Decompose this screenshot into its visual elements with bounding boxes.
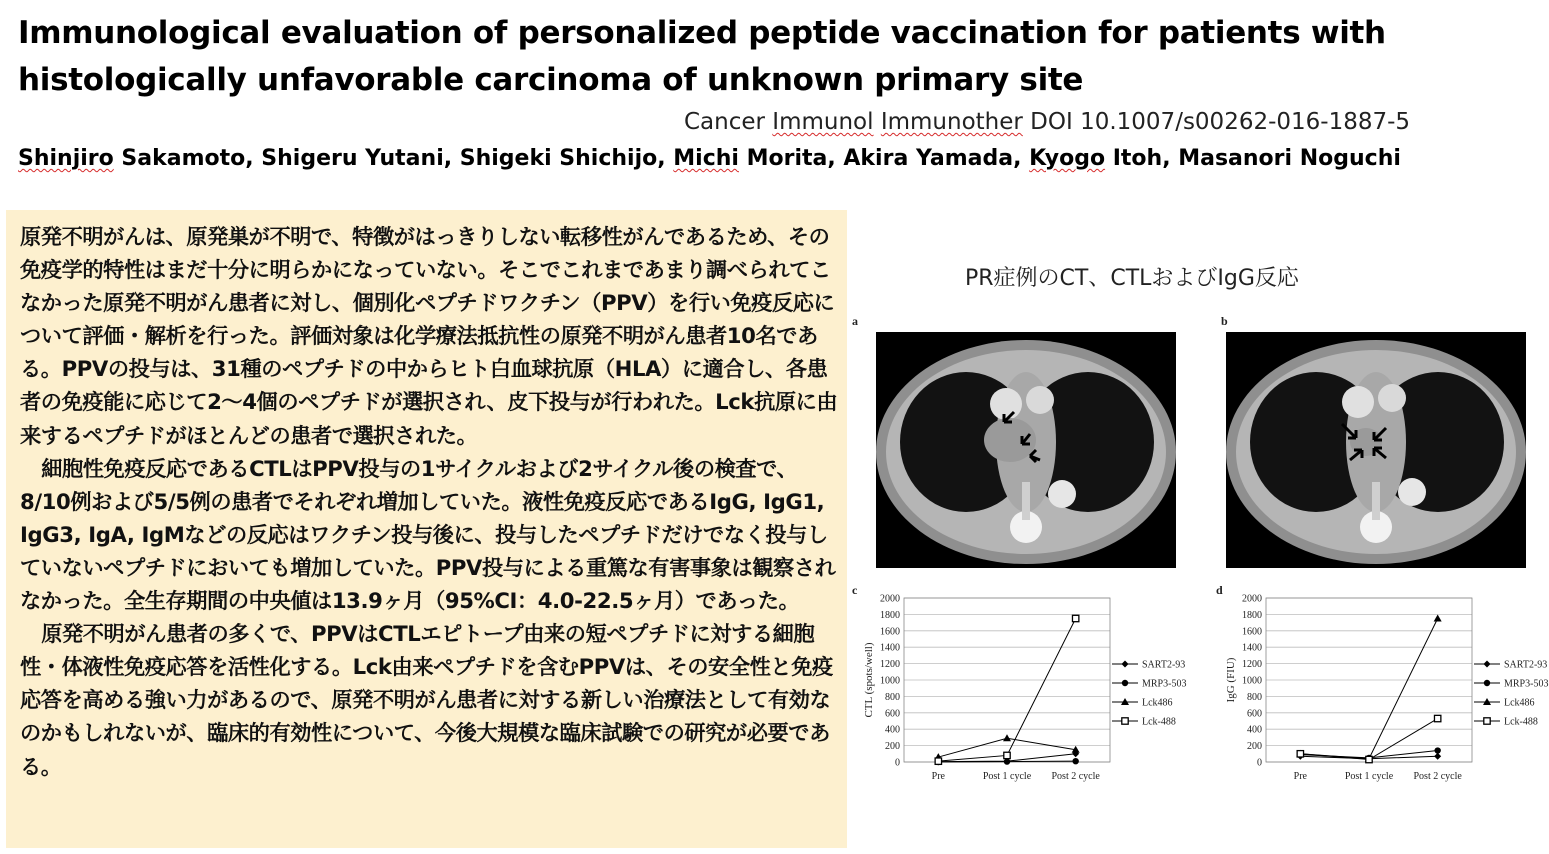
- data-point: [1122, 661, 1129, 668]
- author-last-name: Itoh,: [1105, 146, 1179, 171]
- title-line-1: Immunological evaluation of personalized peptide vaccination for patients with: [18, 15, 1386, 51]
- y-tick-label: 1600: [880, 626, 900, 638]
- y-axis-label: IgG (FIU): [1225, 657, 1237, 703]
- author-last-name: Yamada,: [908, 146, 1030, 171]
- legend-label: SART2-93: [1142, 659, 1186, 671]
- y-tick-label: 800: [885, 691, 900, 703]
- series-line: [1300, 619, 1437, 759]
- y-tick-label: 0: [895, 757, 900, 769]
- y-tick-label: 600: [885, 708, 900, 720]
- data-point: [1004, 758, 1010, 764]
- figure-title: PR症例のCT、CTLおよびIgG反応: [965, 266, 1299, 291]
- x-tick-label: Post 1 cycle: [982, 771, 1032, 782]
- x-tick-label: Pre: [931, 771, 946, 782]
- y-tick-label: 1200: [880, 659, 900, 671]
- y-tick-label: 1400: [880, 642, 900, 654]
- y-tick-label: 200: [1247, 741, 1262, 753]
- ctl-chart: [850, 582, 1200, 788]
- data-point: [1122, 680, 1128, 686]
- ct-scan-a: [876, 332, 1176, 568]
- legend-label: MRP3-503: [1142, 678, 1187, 690]
- author-first-name: Shinjiro: [18, 146, 114, 171]
- x-tick-label: Post 2 cycle: [1413, 771, 1462, 782]
- journal-name-2: Immunol: [772, 109, 874, 135]
- title-line-2: histologically unfavorable carcinoma of unknown primary site: [18, 62, 1084, 98]
- author-last-name: Yutani,: [357, 146, 460, 171]
- y-tick-label: 2000: [1242, 593, 1262, 605]
- panel-label: c: [852, 583, 858, 597]
- author-first-name: Akira: [843, 146, 909, 171]
- journal-name-1: Cancer: [684, 109, 765, 135]
- author-last-name: Sakamoto,: [113, 146, 262, 171]
- igg-chart-svg: [1214, 582, 1549, 788]
- author-last-name: Shichijo,: [551, 146, 674, 171]
- data-point: [1122, 718, 1128, 724]
- panel-label-b: b: [1221, 314, 1228, 328]
- y-tick-label: 400: [885, 724, 900, 736]
- data-point: [1072, 615, 1078, 621]
- abstract-text: [20, 220, 839, 783]
- abstract-paragraph-1: 原発不明がんは、原発巣が不明で、特徴がはっきりしない転移性がんであるため、その免疫学的特性はまだ十分に明らかになっていない。そこでこれまであまり調べられてこなかった原発不明がん患者に対し、個別化ペプチドワクチン（PPV）を行い免疫反応について評価・解析を行った。評価対象は化学療法抵抗性の原発不明がん患者10名である。PPVの投与は、31種のペプチドの中からヒト白血球抗原（HLA）に適合し、各患者の免疫能に応じて2～4個のペプチドが選択され、皮下投与が行われた。Lck抗原に由来するペプチドがほとんどの患者で選択された。: [20, 224, 838, 448]
- data-point: [1072, 758, 1078, 764]
- abstract-box: [6, 210, 847, 848]
- author-first-name: Kyogo: [1029, 146, 1106, 171]
- doi: DOI 10.1007/s00262-016-1887-5: [1030, 109, 1411, 135]
- y-tick-label: 1400: [1242, 642, 1262, 654]
- legend-label: Lck486: [1504, 697, 1535, 709]
- author-first-name: Shigeru: [261, 146, 358, 171]
- y-tick-label: 800: [1247, 691, 1262, 703]
- data-point: [1434, 753, 1441, 760]
- author-first-name: Shigeki: [459, 146, 552, 171]
- data-point: [1484, 718, 1490, 724]
- y-tick-label: 1000: [1242, 675, 1262, 687]
- citation: [684, 108, 1410, 136]
- y-tick-label: 1600: [1242, 626, 1262, 638]
- legend-label: Lck486: [1142, 697, 1173, 709]
- data-point: [1004, 752, 1010, 758]
- y-tick-label: 1000: [880, 675, 900, 687]
- data-point: [1434, 615, 1442, 622]
- author-first-name: Masanori: [1178, 146, 1293, 171]
- y-tick-label: 1200: [1242, 659, 1262, 671]
- legend-label: Lck-488: [1142, 716, 1176, 728]
- y-tick-label: 200: [885, 741, 900, 753]
- data-point: [1003, 734, 1011, 741]
- igg-chart: [1214, 582, 1549, 788]
- data-point: [1484, 661, 1491, 668]
- x-tick-label: Pre: [1293, 771, 1308, 782]
- ctl-chart-svg: [850, 582, 1200, 788]
- ct-scan-b: [1226, 332, 1526, 568]
- data-point: [1434, 747, 1440, 753]
- abstract-paragraph-2: 細胞性免疫反応であるCTLはPPV投与の1サイクルおよび2サイクル後の検査で、8/10例および5/5例の患者でそれぞれ増加していた。液性免疫反応であるIgG, IgG1, IgG3, IgA, IgMなどの反応はワクチン投与後に、投与したペプチドだけでなく投与していないペプチドにおいても増加していた。PPV投与による重篤な有害事象は観察されなかった。全生存期間の中央値は13.9ヶ月（95%CI：4.0-22.5ヶ月）であった。: [20, 455, 836, 614]
- author-first-name: Michi: [673, 146, 739, 171]
- paper-title: [18, 10, 1518, 104]
- abstract-paragraph-3: 原発不明がん患者の多くで、PPVはCTLエピトープ由来の短ペプチドに対する細胞性・体液性免疫応答を活性化する。Lck由来ペプチドを含むPPVは、その安全性と免疫応答を高める強い力があるので、原発不明がん患者に対する新しい治療法として有効なのかもしれないが、臨床的有効性について、今後大規模な臨床試験での研究が必要である。: [20, 621, 833, 779]
- legend-label: SART2-93: [1504, 659, 1548, 671]
- x-tick-label: Post 1 cycle: [1344, 771, 1394, 782]
- journal-name-3: Immunother: [880, 109, 1023, 135]
- y-tick-label: 1800: [1242, 609, 1262, 621]
- y-tick-label: 1800: [880, 609, 900, 621]
- data-point: [1484, 680, 1490, 686]
- y-tick-label: 600: [1247, 708, 1262, 720]
- series-line: [1300, 719, 1437, 760]
- panel-label-a: a: [852, 314, 858, 328]
- author-last-name: Morita,: [738, 146, 844, 171]
- author-last-name: Noguchi: [1292, 146, 1401, 171]
- legend-label: MRP3-503: [1504, 678, 1549, 690]
- author-list: [18, 145, 1401, 173]
- y-tick-label: 2000: [880, 593, 900, 605]
- legend-label: Lck-488: [1504, 716, 1538, 728]
- y-axis-label: CTL (spots/well): [863, 642, 875, 718]
- data-point: [935, 758, 941, 764]
- y-tick-label: 400: [1247, 724, 1262, 736]
- panel-label: d: [1216, 583, 1223, 597]
- y-tick-label: 0: [1257, 757, 1262, 769]
- data-point: [1434, 715, 1440, 721]
- data-point: [1297, 751, 1303, 757]
- x-tick-label: Post 2 cycle: [1051, 771, 1100, 782]
- data-point: [1366, 756, 1372, 762]
